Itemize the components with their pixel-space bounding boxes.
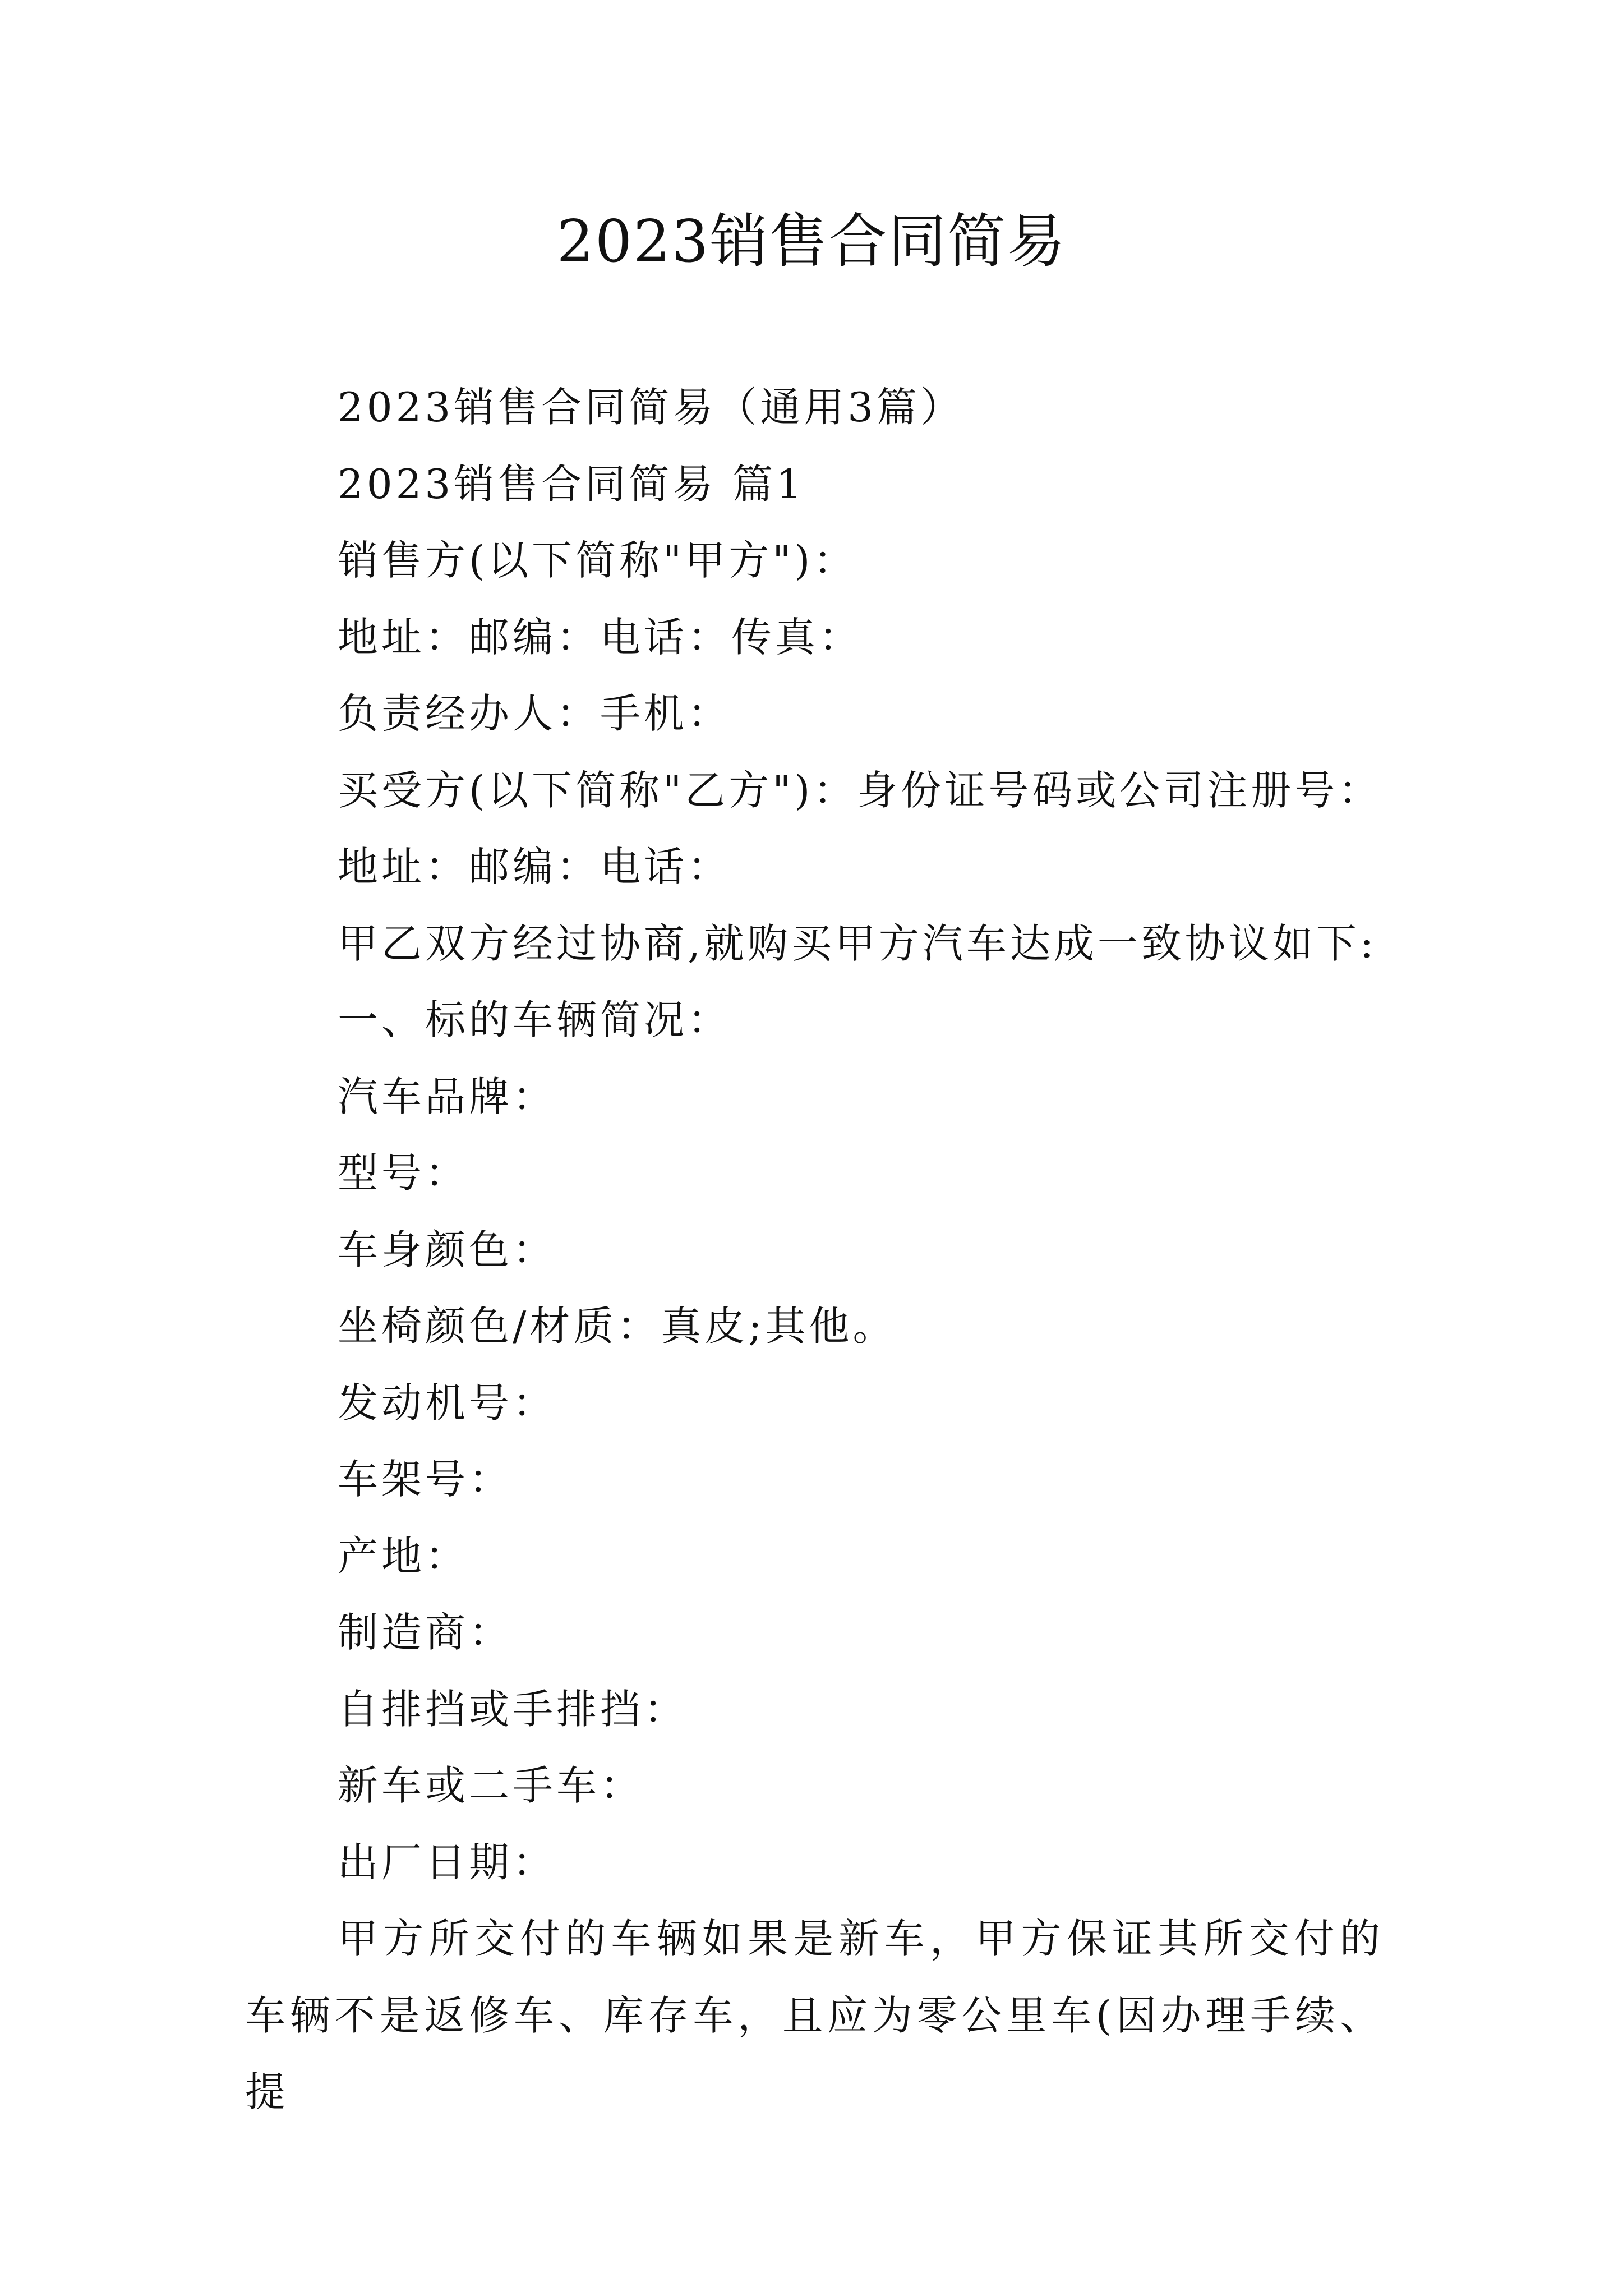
document-title: 2023销售合同简易 [556, 207, 1067, 275]
manufacturer-line: 制造商： [338, 1609, 513, 1656]
engine-number-line: 发动机号： [338, 1379, 557, 1427]
subtitle-line: 2023销售合同简易（通用3篇） [338, 384, 965, 431]
origin-line: 产地： [338, 1532, 469, 1580]
vehicle-model-line: 型号： [338, 1149, 469, 1197]
document-body [245, 369, 1384, 2131]
body-color-line: 车身颜色： [338, 1226, 557, 1273]
buyer-line: 买受方(以下简称"乙方")：身份证号码或公司注册号： [338, 766, 1382, 814]
agreement-intro-line: 甲乙双方经过协商,就购买甲方汽车达成一致协议如下: [338, 919, 1377, 967]
chassis-number-line: 车架号： [338, 1456, 513, 1503]
vehicle-brand-line: 汽车品牌： [338, 1073, 557, 1120]
warranty-paragraph: 甲方所交付的车辆如果是新车，甲方保证其所交付的车辆不是返修车、库存车，且应为零公里车(因办理手续、提 [245, 1915, 1384, 2115]
manufacture-date-line: 出厂日期： [338, 1838, 557, 1886]
seller-address-line: 地址：邮编：电话：传真： [338, 613, 863, 661]
new-or-used-line: 新车或二手车： [338, 1762, 644, 1809]
buyer-address-line: 地址：邮编：电话： [338, 843, 732, 890]
seller-agent-line: 负责经办人：手机： [338, 690, 732, 737]
seat-material-line: 坐椅颜色/材质：真皮;其他。 [338, 1303, 897, 1350]
section-heading: 2023销售合同简易 篇1 [338, 460, 805, 508]
vehicle-section-heading: 一、标的车辆简况： [338, 996, 732, 1043]
seller-line: 销售方(以下简称"甲方")： [338, 537, 857, 584]
transmission-line: 自排挡或手排挡： [338, 1685, 688, 1733]
